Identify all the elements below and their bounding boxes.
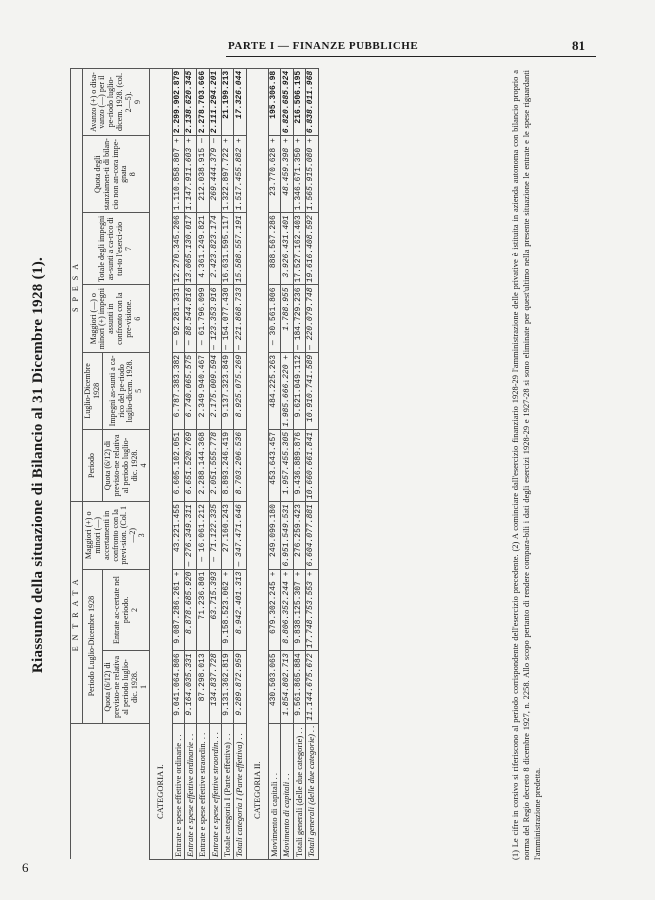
cell-col-5: 8.925.075.269: [234, 352, 246, 429]
cell-col-2: 8.878.685.920: [185, 569, 197, 651]
cell-col-7: 19.616.408.592: [306, 213, 318, 285]
cell-col-4: 6.605.102.051: [172, 429, 184, 501]
col-header-text: Quota degli stanziamen-ti di bilan-cio non an-cora impe-gnata: [93, 138, 129, 211]
cell-col-5: 1.985.666.220 +: [281, 352, 293, 429]
table-row: [197, 68, 209, 859]
table-row: [209, 68, 221, 859]
cell-col-2: 71.236.801: [197, 569, 209, 651]
cell-col-5: 9.137.323.849: [222, 352, 234, 429]
header-rule: [226, 56, 596, 57]
category-row: [150, 68, 172, 859]
row-label: Totale categoria I (Parte effettiva) . .: [222, 723, 234, 859]
col-9-header: [82, 68, 150, 135]
row-label: Totali generali (delle due categorie) . .: [306, 723, 318, 859]
col-1-header: [103, 651, 150, 723]
cell-col-9: 6.820.685.924: [281, 68, 293, 135]
period-spesa-b: Luglio-Dicembre 1928: [82, 352, 103, 429]
cell-col-8: 23.770.628 +: [269, 136, 281, 213]
col-header-text: Quota (6/12) di previsto-ne relativa al periodo luglio-dic. 1928.: [103, 434, 139, 497]
table-row: [222, 68, 234, 859]
cell-col-3: — 276.349.311: [185, 502, 197, 569]
cell-col-8: 1.565.915.080 +: [306, 136, 318, 213]
col-header-text: Maggiori (+) o minori (—) accertamenti in confronto con la previ-sion. (Col. 1—2): [84, 506, 138, 565]
table-row: [234, 68, 246, 859]
cell-col-5: 9.621.049.112: [293, 352, 305, 429]
col-header-number: 5: [134, 388, 144, 393]
cell-col-3: — 16.061.212: [197, 502, 209, 569]
cell-col-8: 269.444.379 —: [209, 136, 221, 213]
cell-col-6: — 184.729.236: [293, 285, 305, 352]
cell-col-7: 2.423.823.174: [209, 213, 221, 285]
cell-col-3: 6.604.077.881: [306, 502, 318, 569]
cell-col-9: 17.326.044: [234, 68, 246, 135]
cell-col-1: 9.164.035.331: [185, 651, 197, 723]
col-header-number: 9: [132, 100, 142, 105]
cell-col-4: 2.288.144.368: [197, 429, 209, 501]
cell-col-9: 2.138.620.345: [185, 68, 197, 135]
category-row: [246, 68, 268, 859]
cell-col-2: 8.806.352.244 +: [281, 569, 293, 651]
group-spesa: SPESA: [71, 68, 83, 501]
row-label: Totali categoria I (Parte effettiva) . .: [234, 723, 246, 859]
col-header-number: 8: [128, 172, 138, 177]
cell-col-2: 9.087.286.261 +: [172, 569, 184, 651]
cell-col-6: — 123.353.916: [209, 285, 221, 352]
cell-col-3: — 71.122.335: [209, 502, 221, 569]
cell-col-5: 484.225.263: [269, 352, 281, 429]
cell-col-3: — 347.471.646: [234, 502, 246, 569]
col-header-number: 1: [138, 684, 148, 689]
row-label: Entrate e spese effettive ordinarie . .: [185, 723, 197, 859]
cell-col-2: 679.302.245 +: [269, 569, 281, 651]
col-header-number: 7: [123, 246, 133, 251]
cell-col-9: 2.278.703.666: [197, 68, 209, 135]
row-label: Totali generali (delle due categorie) . .: [293, 723, 305, 859]
cell-col-9: 2.299.902.879: [172, 68, 184, 135]
page-number: 81: [572, 38, 585, 53]
cell-col-1: 9.131.362.819: [222, 651, 234, 723]
col-7-header: [82, 213, 150, 285]
cell-col-4: 9.436.889.876: [293, 429, 305, 501]
cell-col-7: 12.270.345.206: [172, 213, 184, 285]
cell-col-4: 2.051.555.778: [209, 429, 221, 501]
row-label-header: [71, 723, 150, 859]
rotated-table-block: [30, 70, 590, 860]
cell-col-5: 2.349.940.467: [197, 352, 209, 429]
col-header-number: 2: [129, 607, 139, 612]
col-header-number: 4: [138, 463, 148, 468]
budget-table: [70, 68, 319, 860]
cell-col-4: 1.957.455.305: [281, 429, 293, 501]
cell-col-9: 195.306.98: [269, 68, 281, 135]
cell-col-7: 17.527.162.403: [293, 213, 305, 285]
cell-col-4: 10.660.661.841: [306, 429, 318, 501]
cell-col-6: — 92.281.331: [172, 285, 184, 352]
cell-col-1: 9.289.872.959: [234, 651, 246, 723]
col-2-header: [103, 569, 150, 651]
row-label: Movimento di capitali . .: [281, 723, 293, 859]
cell-col-6: — 220.079.748: [306, 285, 318, 352]
cell-col-8: 1.346.671.350 +: [293, 136, 305, 213]
col-header-number: 3: [137, 533, 147, 538]
running-header: PARTE I — FINANZE PUBBLICHE: [228, 40, 419, 52]
period-entrata: Periodo Luglio-Dicembre 1928: [82, 569, 103, 723]
cell-col-3: 43.221.455: [172, 502, 184, 569]
cell-col-6: — 88.544.816: [185, 285, 197, 352]
cell-col-8: 212.038.915 —: [197, 136, 209, 213]
col-header-text: Avanzo (+) o disa-vanzo (—) per il pe-riodo luglio-dicem. 1928. (col. 2—5).: [88, 72, 133, 132]
row-label: Movimento di capitali . .: [269, 723, 281, 859]
cell-col-5: 6.787.383.382: [172, 352, 184, 429]
period-spesa-a: Periodo: [82, 429, 103, 501]
cell-col-9: 216.506.195: [293, 68, 305, 135]
cell-col-3: 276.259.423: [293, 502, 305, 569]
col-header-text: Totale degli impegni as-sunti a ca-rico di tut-to l'eserci-zio: [97, 215, 125, 282]
col-header-text: Maggiori (—) o minori (+) impegni assunti in confronto con la pre-visione.: [88, 287, 133, 350]
col-header-text: Quota (6/12) di previsto-ne relativa al periodo luglio-dic. 1928.: [103, 655, 139, 718]
category-label: CATEGORIA I.: [150, 68, 172, 859]
table-row: [293, 68, 305, 859]
table-row: [281, 68, 293, 859]
cell-col-1: 11.144.675.672: [306, 651, 318, 723]
cell-col-5: 6.740.065.575: [185, 352, 197, 429]
col-6-header: [82, 285, 150, 352]
category-label: CATEGORIA II.: [246, 68, 268, 859]
cell-col-3: 249.099.180: [269, 502, 281, 569]
cell-col-7: 888.567.286: [269, 213, 281, 285]
cell-col-4: 8.893.246.419: [222, 429, 234, 501]
cell-col-2: 8.942.401.313: [234, 569, 246, 651]
col-8-header: [82, 136, 150, 213]
cell-col-2: 17.748.753.553 +: [306, 569, 318, 651]
cell-col-7: 4.361.249.821: [197, 213, 209, 285]
cell-col-5: 2.175.009.594: [209, 352, 221, 429]
cell-col-1: 430.503.065: [269, 651, 281, 723]
cell-col-8: 1.517.455.882 +: [234, 136, 246, 213]
cell-col-3: 6.951.549.531: [281, 502, 293, 569]
row-label: Entrate e spese effettive ordinarie . .: [172, 723, 184, 859]
cell-col-1: 134.837.728: [209, 651, 221, 723]
cell-col-8: 48.459.398 +: [281, 136, 293, 213]
row-label: Entrate e spese effettive straordin. . .: [209, 723, 221, 859]
table-row: [306, 68, 318, 859]
row-label: Entrate e spese effettive straordin. . .: [197, 723, 209, 859]
cell-col-1: 9.041.064.806: [172, 651, 184, 723]
cell-col-9: 6.838.011.968: [306, 68, 318, 135]
cell-col-3: 27.160.243: [222, 502, 234, 569]
table-body: [150, 68, 318, 859]
table-row: [185, 68, 197, 859]
group-entrata: ENTRATA: [71, 502, 83, 723]
cell-col-1: 1.854.802.713: [281, 651, 293, 723]
cell-col-2: 9.838.125.307 +: [293, 569, 305, 651]
cell-col-2: 9.158.523.062 +: [222, 569, 234, 651]
cell-col-1: 87.298.013: [197, 651, 209, 723]
cell-col-7: 15.588.557.191: [234, 213, 246, 285]
col-header-text: Entrate ac-certate nel periodo.: [112, 575, 130, 644]
cell-col-6: 1.788.955: [281, 285, 293, 352]
cell-col-8: 1.147.911.603 +: [185, 136, 197, 213]
cell-col-7: 13.065.130.017: [185, 213, 197, 285]
cell-col-6: — 154.077.430: [222, 285, 234, 352]
cell-col-6: — 61.796.099: [197, 285, 209, 352]
col-4-header: [103, 429, 150, 501]
margin-page-number: 6: [22, 860, 29, 875]
cell-col-8: 1.110.858.807 +: [172, 136, 184, 213]
cell-col-2: 63.715.393: [209, 569, 221, 651]
cell-col-7: 16.631.595.117: [222, 213, 234, 285]
table-row: [269, 68, 281, 859]
cell-col-5: 10.910.741.589: [306, 352, 318, 429]
cell-col-7: 3.926.431.401: [281, 213, 293, 285]
cell-col-9: 21.199.213: [222, 68, 234, 135]
document-title: Riassunto della situazione di Bilancio al 31 Dicembre 1928 (1).: [30, 256, 46, 674]
col-5-header: [103, 352, 150, 429]
cell-col-8: 1.322.897.722 +: [222, 136, 234, 213]
table-row: [172, 68, 184, 859]
cell-col-4: 6.651.520.769: [185, 429, 197, 501]
cell-col-1: 9.561.865.884: [293, 651, 305, 723]
footnote: (1) Le cifre in corsivo si riferiscono al periodo corrispondente dell'esercizio precedente. (2) A cominciare dall'esercizio finanziario 1928-29 l'amministrazione delle privative è istituita in azienda autonoma con bilancio proprio a norma del Regio decreto 8 dicembre 1927, n. 2258. Allo scopo pertanto di rendere compara-bili i dati degli esercizi 1928-29 e 1927-28 si sono eliminate per quest'ultimo nella presente situazione le entrate e le spese riguardanti l'amministrazione predetta.: [510, 70, 543, 860]
cell-col-4: 453.643.457: [269, 429, 281, 501]
cell-col-4: 8.703.206.536: [234, 429, 246, 501]
cell-col-6: — 30.561.806: [269, 285, 281, 352]
col-3-header: [82, 502, 150, 569]
cell-col-9: 2.111.294.201: [209, 68, 221, 135]
col-header-number: 6: [132, 316, 142, 321]
cell-col-6: — 221.868.733: [234, 285, 246, 352]
col-header-text: Impegni as-sunti a ca-rico del pe-riodo luglio-dicem. 1928.: [107, 355, 135, 427]
